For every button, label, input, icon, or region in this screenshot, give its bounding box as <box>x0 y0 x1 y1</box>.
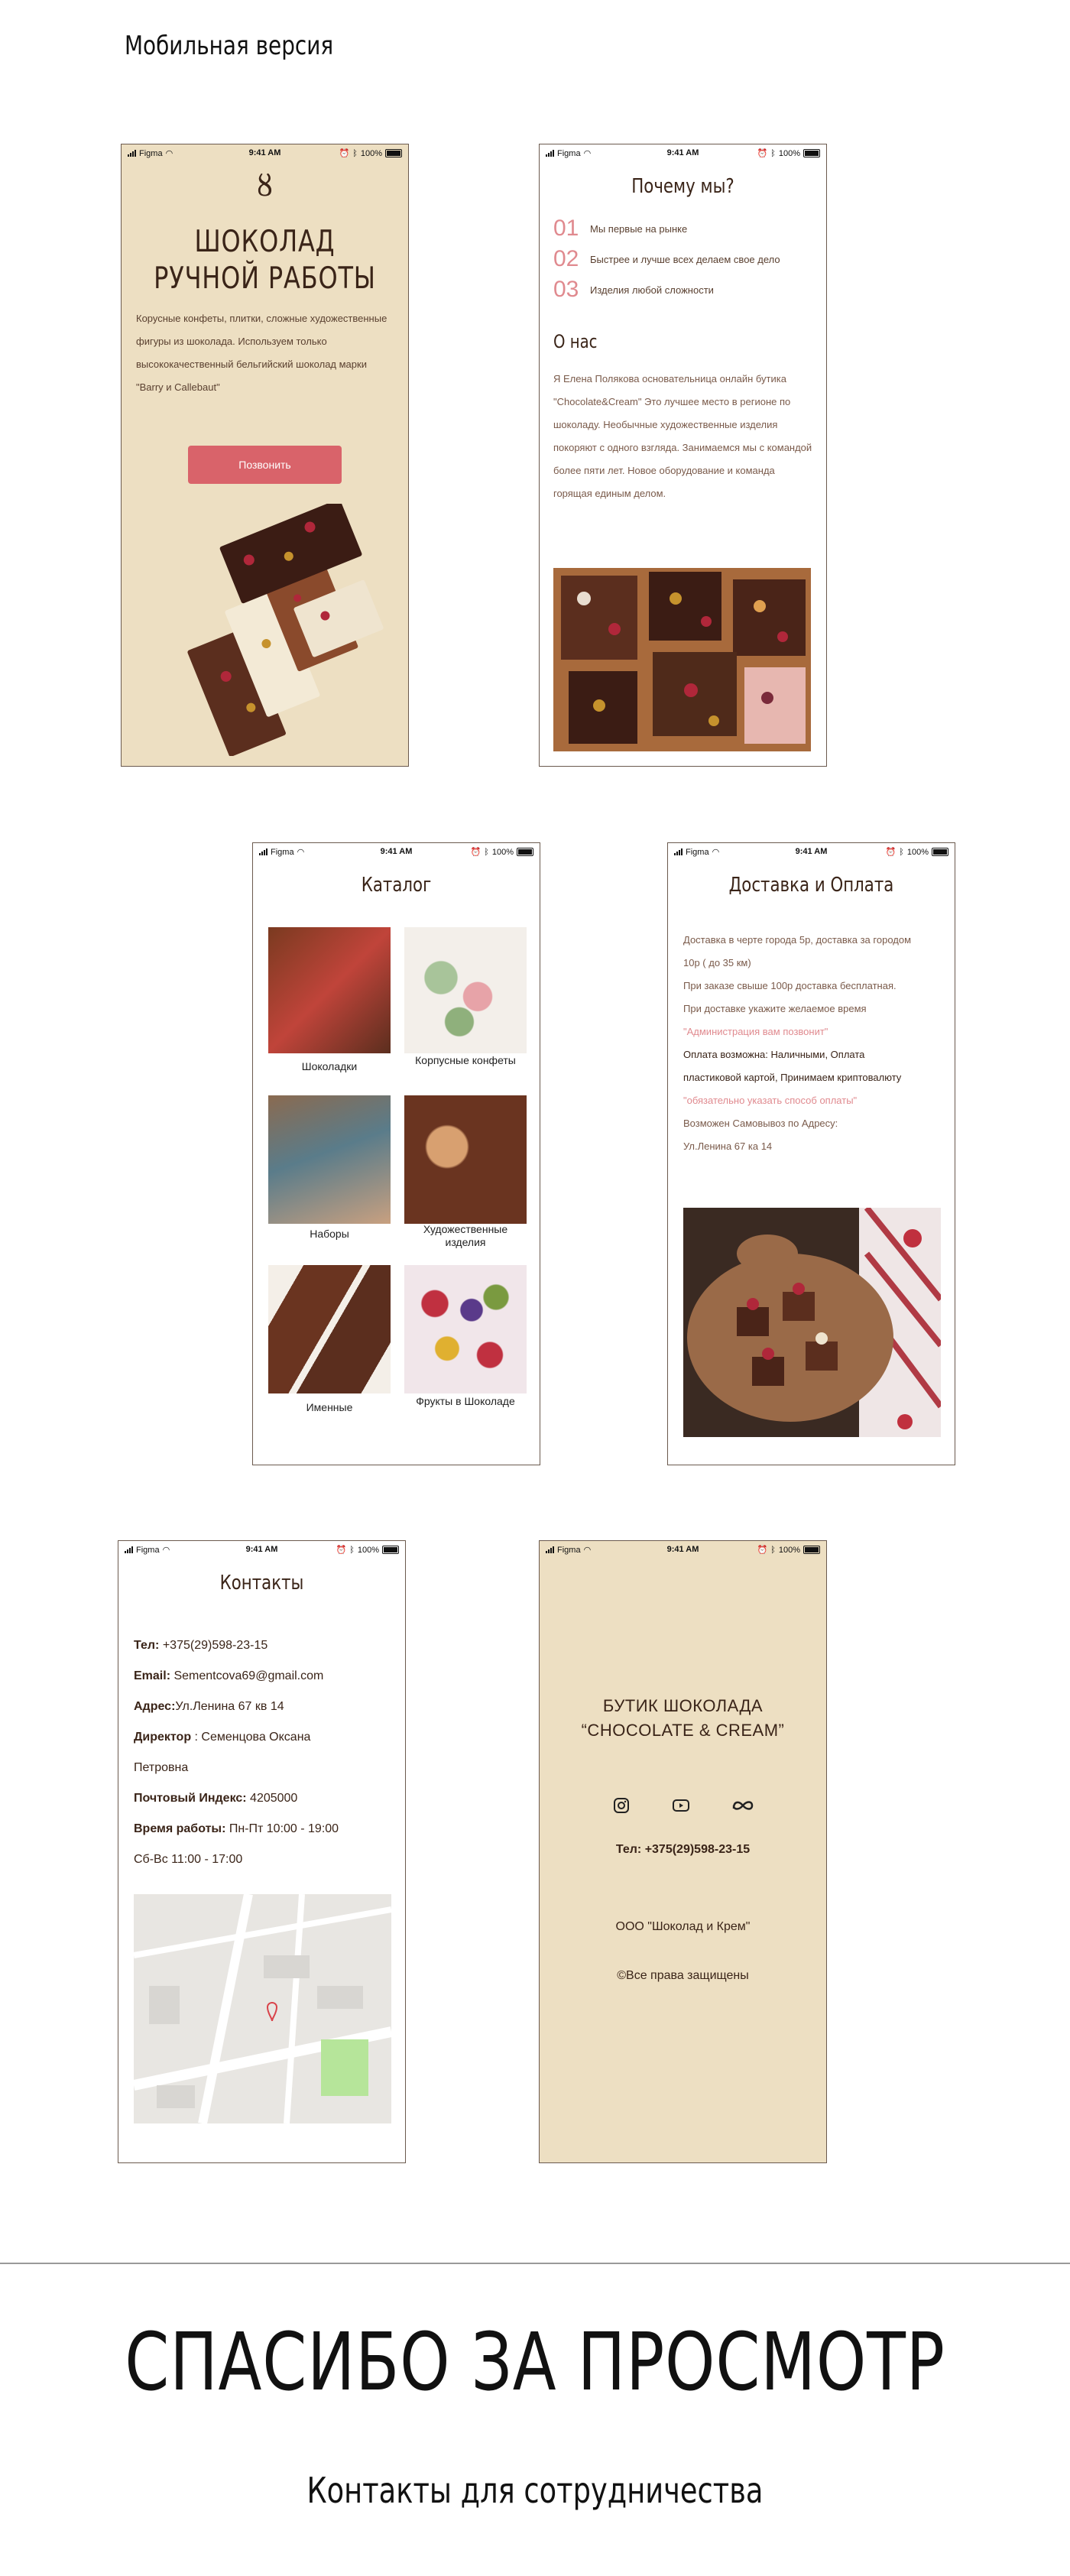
why-item-text: Быстрее и лучше всех делаем свое дело <box>590 253 780 265</box>
contact-value: Сб-Вс 11:00 - 17:00 <box>134 1853 243 1866</box>
status-bar <box>540 1541 826 1558</box>
status-bar <box>668 843 955 860</box>
footer-title-line1: БУТИК ШОКОЛАДА <box>602 1696 764 1715</box>
battery-icon <box>385 149 402 157</box>
alarm-icon: ⏰ <box>470 848 481 857</box>
why-item <box>553 244 813 274</box>
status-bar <box>253 843 540 860</box>
contact-value: Sementcova69@gmail.com <box>170 1669 324 1682</box>
carrier-label: Figma <box>139 148 163 158</box>
delivery-line: Ул.Ленина 67 ка 14 <box>683 1140 773 1152</box>
contact-value: Ул.Ленина 67 кв 14 <box>175 1700 284 1713</box>
why-title: Почему мы? <box>631 175 734 198</box>
footer-brand-title <box>540 1694 826 1743</box>
wifi-icon: ◠ <box>297 848 305 857</box>
page-section-title: Мобильная версия <box>125 31 334 61</box>
thanks-title: СПАСИБО ЗА ПРОСМОТР <box>125 2315 945 2409</box>
contact-label: Время работы: <box>134 1822 226 1835</box>
section-divider <box>0 2263 1070 2264</box>
instagram-icon[interactable] <box>613 1797 630 1814</box>
contact-hours-row-cont <box>134 1844 397 1875</box>
battery-label: 100% <box>906 847 929 857</box>
battery-label: 100% <box>491 847 514 857</box>
status-time: 9:41 AM <box>380 847 413 856</box>
contact-value: +375(29)598-23-15 <box>159 1639 268 1652</box>
delivery-line: При доставке укажите желаемое время <box>683 1003 867 1014</box>
catalog-item-label[interactable]: Именные <box>306 1401 353 1413</box>
contact-director-row <box>134 1722 397 1753</box>
home-title-line2: РУЧНОЙ РАБОТЫ <box>154 261 376 296</box>
chocolate-board-image <box>683 1208 941 1437</box>
why-item-text: Изделия любой сложности <box>590 284 714 296</box>
why-item-text: Мы первые на рынке <box>590 222 688 235</box>
status-bar <box>122 144 408 161</box>
wifi-icon: ◠ <box>583 1546 592 1555</box>
why-list <box>553 213 813 305</box>
youtube-icon[interactable] <box>672 1797 690 1814</box>
wifi-icon: ◠ <box>165 149 173 158</box>
footer-title-line2: “CHOCOLATE & CREAM” <box>581 1721 785 1740</box>
alarm-icon: ⏰ <box>339 149 350 158</box>
why-item-number: 02 <box>553 246 579 271</box>
home-title <box>148 224 383 297</box>
location-map[interactable] <box>134 1894 391 2123</box>
delivery-line-accent: "Администрация вам позвонит" <box>683 1026 828 1037</box>
catalog-item-bars-image[interactable] <box>268 927 391 1053</box>
status-time: 9:41 AM <box>795 847 828 856</box>
delivery-line: Возможен Самовывоз по Адресу: <box>683 1118 838 1129</box>
contact-label: Email: <box>134 1669 171 1682</box>
catalog-item-fruits-image[interactable] <box>404 1265 527 1393</box>
battery-icon <box>803 149 820 157</box>
delivery-line: пластиковой картой, Принимаем криптовалюту <box>683 1072 902 1083</box>
home-title-line1: ШОКОЛАД <box>194 225 336 259</box>
meta-icon[interactable] <box>731 1797 754 1814</box>
contact-phone-row[interactable] <box>134 1630 397 1661</box>
footer-company: ООО "Шоколад и Крем" <box>615 1920 751 1933</box>
wifi-icon: ◠ <box>583 149 592 158</box>
catalog-item-art-image[interactable] <box>404 1095 527 1224</box>
alarm-icon: ⏰ <box>885 848 897 857</box>
catalog-item-label[interactable]: Корпусные конфеты <box>415 1054 516 1066</box>
contact-hours-row <box>134 1814 397 1844</box>
carrier-label: Figma <box>557 1545 581 1555</box>
catalog-item-label[interactable]: Художественные изделия <box>423 1223 508 1248</box>
catalog-title: Каталог <box>361 874 432 897</box>
why-item-number: 03 <box>553 277 579 302</box>
social-links <box>613 1797 754 1814</box>
contact-label: Адрес: <box>134 1700 176 1713</box>
bluetooth-icon: ᛒ <box>770 1545 776 1555</box>
carrier-label: Figma <box>136 1545 160 1555</box>
battery-label: 100% <box>360 148 382 158</box>
call-button[interactable]: Позвонить <box>188 446 342 484</box>
why-item <box>553 274 813 305</box>
footer-rights: ©Все права защищены <box>617 1969 749 1982</box>
carrier-label: Figma <box>271 847 294 857</box>
contact-value: 4205000 <box>246 1792 298 1805</box>
battery-label: 100% <box>357 1545 379 1555</box>
phone-screen-delivery <box>667 842 955 1465</box>
chocolate-tiles-image <box>553 568 811 751</box>
battery-icon <box>932 848 948 856</box>
phone-screen-footer <box>539 1540 827 2163</box>
alarm-icon: ⏰ <box>336 1546 347 1555</box>
delivery-line: При заказе свыше 100р доставка бесплатная. <box>683 980 897 991</box>
delivery-line: 10р ( до 35 км) <box>683 957 751 968</box>
wifi-icon: ◠ <box>712 848 720 857</box>
delivery-title: Доставка и Оплата <box>728 874 894 897</box>
contact-email-row[interactable] <box>134 1661 397 1692</box>
battery-label: 100% <box>778 1545 800 1555</box>
status-time: 9:41 AM <box>666 1545 699 1554</box>
battery-icon <box>517 848 533 856</box>
bluetooth-icon: ᛒ <box>899 847 904 857</box>
footer-phone[interactable]: Тел: +375(29)598-23-15 <box>615 1843 751 1856</box>
delivery-info <box>683 929 947 1158</box>
catalog-item-candies-image[interactable] <box>404 927 527 1053</box>
battery-icon <box>803 1546 820 1554</box>
delivery-line: Оплата возможна: Наличными, Оплата <box>683 1049 865 1060</box>
contacts-list <box>134 1630 397 1875</box>
contacts-title: Контакты <box>219 1572 304 1595</box>
status-time: 9:41 AM <box>666 148 699 157</box>
collab-contacts-title: Контакты для сотрудничества <box>306 2470 764 2511</box>
status-bar <box>540 144 826 161</box>
contact-value: Пн-Пт 10:00 - 19:00 <box>225 1822 339 1835</box>
catalog-item-label[interactable]: Наборы <box>310 1228 349 1240</box>
status-bar <box>118 1541 405 1558</box>
phone-screen-home <box>121 144 409 767</box>
chocolate-bars-image <box>141 504 400 756</box>
contact-label: Почтовый Индекс: <box>134 1792 247 1805</box>
brand-logo-icon: ȣ <box>257 169 273 203</box>
carrier-label: Figma <box>557 148 581 158</box>
contact-postal-row <box>134 1783 397 1814</box>
status-time: 9:41 AM <box>248 148 281 157</box>
bluetooth-icon: ᛒ <box>770 148 776 158</box>
battery-label: 100% <box>778 148 800 158</box>
why-item-number: 01 <box>553 216 579 241</box>
status-time: 9:41 AM <box>245 1545 278 1554</box>
contact-label: Директор <box>134 1731 192 1744</box>
phone-screen-catalog <box>252 842 540 1465</box>
contact-label: Тел: <box>134 1639 160 1652</box>
bluetooth-icon: ᛒ <box>484 847 489 857</box>
about-text: Я Елена Полякова основательница онлайн бутика "Chocolate&Cream" Это лучшее место в регионе по шоколаду. Необычные художественные изделия покоряют с одного взгляда. Занимаемся мы с командой более пяти лет. Новое оборудование и команда горящая единым делом. <box>553 373 812 499</box>
bluetooth-icon: ᛒ <box>349 1545 355 1555</box>
home-description: Корусные конфеты, плитки, сложные художественные фигуры из шоколада. Используем только высококачественный бельгийский шоколад марки "Barry и Callebaut" <box>136 313 387 393</box>
delivery-line: Доставка в черте города 5р, доставка за городом <box>683 934 912 946</box>
delivery-line-accent: "обязательно указать способ оплаты" <box>683 1095 858 1106</box>
contact-address-row <box>134 1692 397 1722</box>
contact-value: Петровна <box>134 1761 189 1774</box>
catalog-item-label[interactable]: Шоколадки <box>301 1060 358 1072</box>
wifi-icon: ◠ <box>162 1546 170 1555</box>
why-item <box>553 213 813 244</box>
catalog-item-sets-image[interactable] <box>268 1095 391 1224</box>
contact-director-row-cont <box>134 1753 397 1783</box>
carrier-label: Figma <box>686 847 709 857</box>
catalog-item-named-image[interactable] <box>268 1265 391 1393</box>
catalog-item-label[interactable]: Фрукты в Шоколаде <box>416 1395 515 1407</box>
phone-screen-contacts <box>118 1540 406 2163</box>
about-title: О нас <box>553 331 598 352</box>
battery-icon <box>382 1546 399 1554</box>
alarm-icon: ⏰ <box>757 1546 768 1555</box>
bluetooth-icon: ᛒ <box>352 148 358 158</box>
alarm-icon: ⏰ <box>757 149 768 158</box>
contact-value: : Семенцова Оксана <box>191 1731 311 1744</box>
phone-screen-why <box>539 144 827 767</box>
